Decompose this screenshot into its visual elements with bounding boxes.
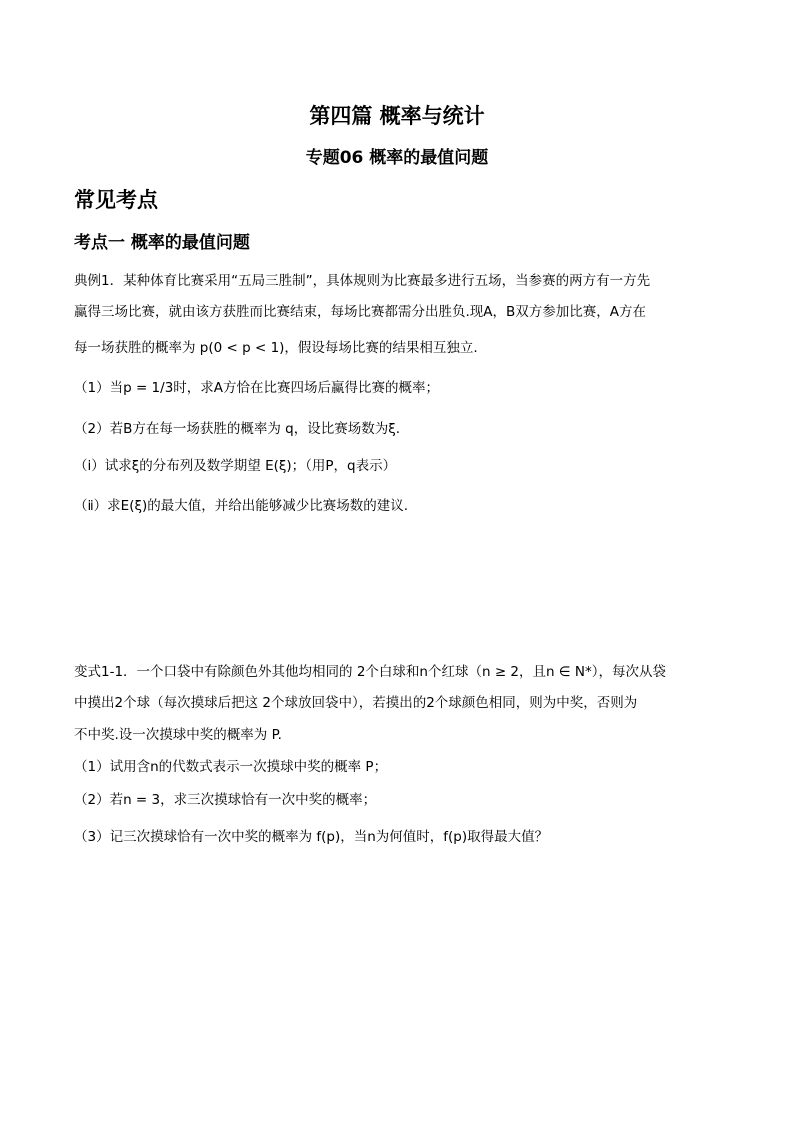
topic-heading: 考点一 概率的最值问题 [74,233,250,253]
variant1-question3: （3）记三次摸球恰有一次中奖的概率为 f(p)，当n为何值时，f(p)取得最大值？ [74,829,549,845]
variant1-question1: （1）试用含n的代数式表示一次摸球中奖的概率 P； [74,759,388,775]
example1-question2: （2）若B方在每一场获胜的概率为 q，设比赛场数为ξ. [74,421,401,437]
document-title: 第四篇 概率与统计 [309,104,485,128]
example1-line1: 典例1．某种体育比赛采用“五局三胜制”，具体规则为比赛最多进行五场，当参赛的两方有一方先 [74,273,651,289]
document-subtitle: 专题06 概率的最值问题 [305,148,489,168]
variant1-line3: 不中奖.设一次摸球中奖的概率为 P. [74,727,282,743]
example1-line2: 赢得三场比赛，就由该方获胜而比赛结束，每场比赛都需分出胜负.现A，B双方参加比赛，A方在 [74,304,647,320]
example1-question2-part-ii: （ⅱ）求E(ξ)的最大值，并给出能够减少比赛场数的建议. [74,498,409,514]
example1-question2-part-i: （i）试求ξ的分布列及数学期望 E(ξ)；（用P，q表示） [74,458,397,474]
section-heading: 常见考点 [74,188,158,212]
variant1-question2: （2）若n = 3，求三次摸球恰有一次中奖的概率； [74,792,377,808]
example1-line3: 每一场获胜的概率为 p(0 < p < 1)，假设每场比赛的结果相互独立. [74,340,478,356]
variant1-line1: 变式1-1．一个口袋中有除颜色外其他均相同的 2个白球和n个红球（n ≥ 2，且n ∈ N*），每次从袋 [74,664,667,680]
variant1-line2: 中摸出2个球（每次摸球后把这 2个球放回袋中），若摸出的2个球颜色相同，则为中奖，否则为 [74,695,638,711]
example1-question1: （1）当p = 1/3时，求A方恰在比赛四场后赢得比赛的概率； [74,380,440,396]
